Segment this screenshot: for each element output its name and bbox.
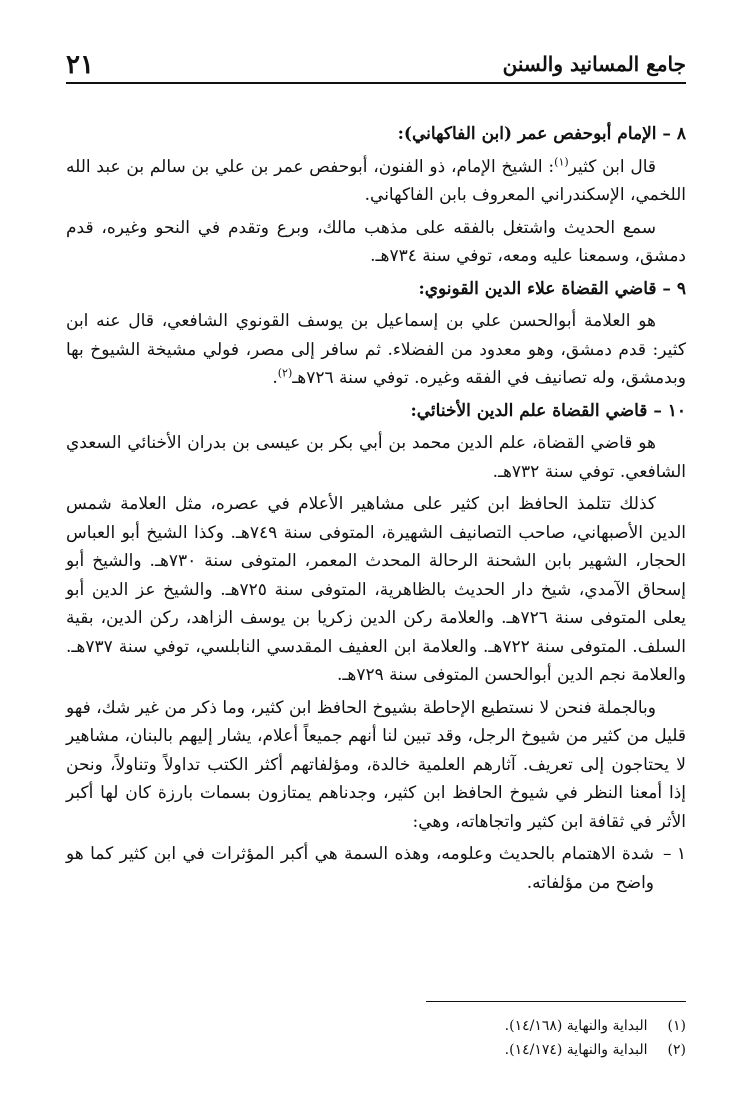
paragraph-ibn-alfakihani [66, 153, 686, 210]
footnote [66, 1038, 686, 1062]
paragraph-akhnai: هو قاضي القضاة، علم الدين محمد بن أبي بكر بن عيسى بن بدران الأخنائي السعدي الشافعي. توفي سنة ٧٣٢هـ. [66, 433, 686, 482]
list-item-text: شدة الاهتمام بالحديث وعلومه، وهذه السمة هي أكبر المؤثرات في ابن كثير كما هو واضح من مؤلفاته. [66, 844, 654, 893]
running-title: جامع المسانيد والسنن [502, 52, 686, 76]
footnote [66, 1014, 686, 1038]
section-heading-9: ٩ – قاضي القضاة علاء الدين القونوي: [418, 278, 686, 299]
paragraph-text: . [272, 368, 278, 388]
paragraph-other-teachers: كذلك تتلمذ الحافظ ابن كثير على مشاهير الأعلام في عصره، مثل العلامة شمس الدين الأصبهاني، صاحب التصانيف الشهيرة، المتوفى سنة ٧٤٩هـ. وكذا الشيخ أبو العباس الحجار، الشهير بابن الشحنة الرحالة المحدث المعمر، المتوفى سنة ٧٣٠هـ. والشيخ أبو إسحاق الآمدي، شيخ دار الحديث بالظاهرية، المتوفى سنة ٧٢٥هـ. والشيخ عز الدين أبو يعلى المتوفى سنة ٧٢٦هـ. والعلامة ركن الدين زكريا بن يوسف الزاهد، ركن الدين، بقية السلف. المتوفى سنة ٧٢٢هـ. والعلامة ابن العفيف المقدسي النابلسي، توفي سنة ٧٣٧هـ. والعلامة نجم الدين أبوالحسن المتوفى سنة ٧٢٩هـ. [66, 494, 686, 685]
section-heading-10: ١٠ – قاضي القضاة علم الدين الأخنائي: [410, 400, 686, 421]
paragraph-study: سمع الحديث واشتغل بالفقه على مذهب مالك، وبرع وتقدم في النحو وغيره، قدم دمشق، وسمعنا عليه ومعه، توفي سنة ٧٣٤هـ. [66, 217, 686, 266]
footnote-ref-1: (١) [554, 154, 569, 168]
footnote-text: البداية والنهاية (١٤/١٧٤). [504, 1042, 648, 1058]
footnote-number: (١) [667, 1018, 686, 1034]
page-header [66, 48, 686, 84]
paragraph-text: قال ابن كثير [568, 156, 656, 177]
list-item-1 [66, 840, 686, 897]
main-text [66, 120, 686, 897]
section-heading-8: ٨ – الإمام أبوحفص عمر (ابن الفاكهاني): [397, 124, 686, 144]
paragraph-text: هو العلامة أبوالحسن علي بن إسماعيل بن يوسف القونوي الشافعي، قال عنه ابن كثير: قدم دمشق، وهو معدود من الفضلاء. ثم سافر إلى مصر، فولي مشيخة الشيوخ بها وبدمشق، وله تصانيف في الفقه وغيره. توفي سنة ٧٢٦هـ [66, 311, 686, 388]
footnote-separator [426, 1001, 686, 1002]
footnote-number: (٢) [667, 1042, 686, 1058]
footnote-text: البداية والنهاية (١٤/١٦٨). [504, 1018, 648, 1034]
footnotes [66, 1014, 686, 1062]
footnote-ref-2: (٢) [277, 366, 293, 380]
list-item-number: ١ – [662, 844, 686, 864]
paragraph-summary: وبالجملة فنحن لا نستطيع الإحاطة بشيوخ الحافظ ابن كثير، وما ذكر من غير شك، فهو قليل من كثير من شيوخ الرجل، وقد تبين لنا أنهم جميعاً أعلام، يشار إليهم بالبنان، مشاهير لا يحتاجون إلى تعريف. آثارهم العلمية خالدة، ومؤلفاتهم أكثر الكتب تداولاً وتناولاً، ونحن إذا أمعنا النظر في شيوخ الحافظ ابن كثير، وجدناهم يمتازون بسمات بارزة كان لها أكبر الأثر في ثقافة ابن كثير واتجاهاته، وهي: [66, 697, 686, 832]
paragraph-text: : الشيخ الإمام، ذو الفنون، أبوحفص عمر بن علي بن سالم بن عبد الله اللخمي، الإسكندراني المعروف بابن الفاكهاني. [66, 156, 686, 205]
paragraph-qunawi [66, 307, 686, 393]
page-number: ٢١ [66, 50, 94, 80]
